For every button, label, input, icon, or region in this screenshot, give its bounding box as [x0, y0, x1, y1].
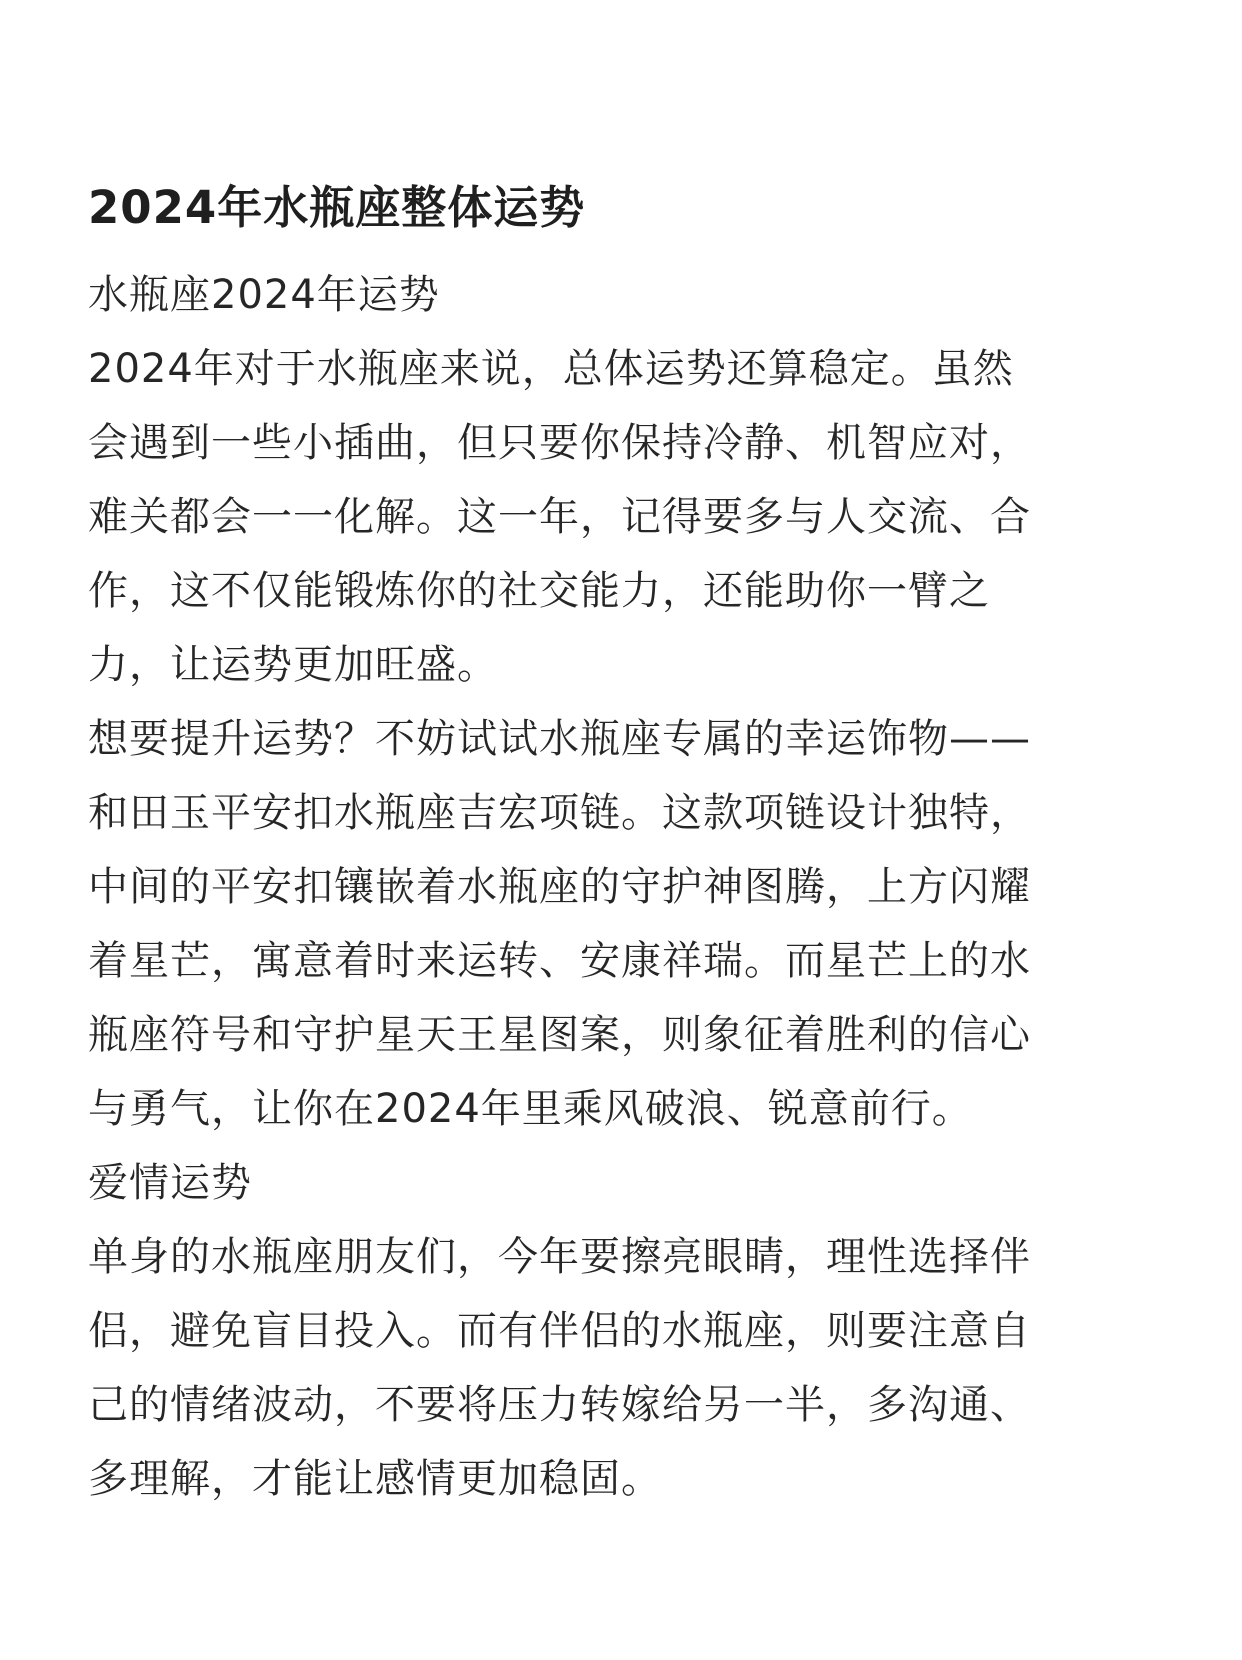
text-line: 单身的水瓶座朋友们，今年要擦亮眼睛，理性选择伴 [88, 1234, 1031, 1280]
page-title: 2024年水瓶座整体运势 [88, 181, 586, 234]
text-line: 多理解，才能让感情更加稳固。 [88, 1456, 662, 1502]
text-line: 难关都会一一化解。这一年，记得要多与人交流、合 [88, 494, 1031, 540]
text-line-subheading-2024: 水瓶座2024年运势 [88, 272, 440, 318]
text-line: 着星芒，寓意着时来运转、安康祥瑞。而星芒上的水 [88, 938, 1031, 984]
text-line: 作，这不仅能锻炼你的社交能力，还能助你一臂之 [88, 568, 990, 614]
text-line: 会遇到一些小插曲，但只要你保持冷静、机智应对， [88, 420, 1031, 466]
text-line: 力，让运势更加旺盛。 [88, 642, 498, 688]
text-line: 想要提升运势？不妨试试水瓶座专属的幸运饰物—— [88, 716, 1031, 762]
text-line: 己的情绪波动，不要将压力转嫁给另一半，多沟通、 [88, 1382, 1031, 1428]
text-line-subheading-love: 爱情运势 [88, 1160, 252, 1206]
text-line: 和田玉平安扣水瓶座吉宏项链。这款项链设计独特， [88, 790, 1031, 836]
text-line: 2024年对于水瓶座来说，总体运势还算稳定。虽然 [88, 346, 1014, 392]
text-line: 侣，避免盲目投入。而有伴侣的水瓶座，则要注意自 [88, 1308, 1031, 1354]
text-line: 瓶座符号和守护星天王星图案，则象征着胜利的信心 [88, 1012, 1031, 1058]
text-line: 中间的平安扣镶嵌着水瓶座的守护神图腾，上方闪耀 [88, 864, 1031, 910]
document-body [88, 178, 1168, 1516]
text-line: 与勇气，让你在2024年里乘风破浪、锐意前行。 [88, 1086, 973, 1132]
